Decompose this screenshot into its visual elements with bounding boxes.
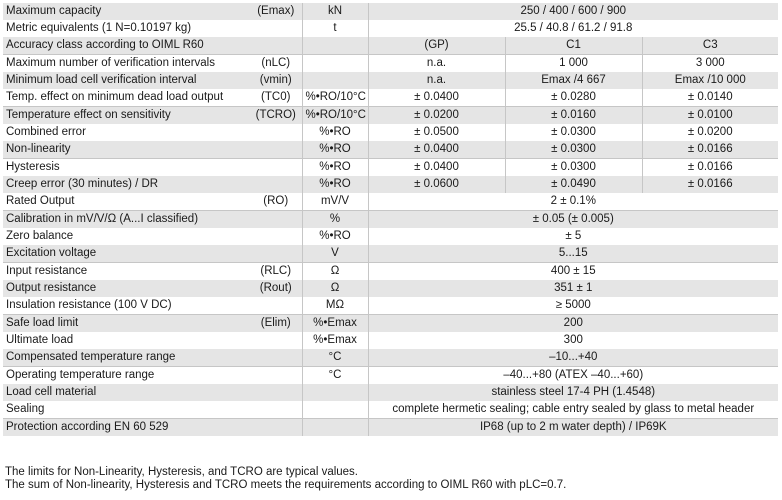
- value-gp: n.a.: [368, 55, 505, 73]
- spec-row: [3, 3, 778, 20]
- footnote-oiml-requirement: The sum of Non-linearity, Hysteresis and TCRO meets the requirements according to OIML R60 with pLC=0.7.: [5, 479, 567, 491]
- value-c3: ± 0.0100: [642, 107, 778, 125]
- spec-row: [3, 384, 778, 401]
- value-c3: ± 0.0200: [642, 124, 778, 141]
- spec-row: [3, 107, 778, 125]
- parameter-symbol: [250, 141, 302, 159]
- parameter-label: Operating temperature range: [3, 367, 250, 385]
- parameter-unit: MΩ: [302, 297, 368, 315]
- parameter-label: Compensated temperature range: [3, 349, 250, 367]
- value-all-classes: –40...+80 (ATEX –40...+60): [368, 367, 778, 385]
- parameter-symbol: (Elim): [250, 315, 302, 333]
- parameter-label: Zero balance: [3, 228, 250, 245]
- parameter-symbol: (vmin): [250, 72, 302, 89]
- parameter-label: Ultimate load: [3, 332, 250, 349]
- parameter-unit: °C: [302, 367, 368, 385]
- spec-row: [3, 20, 778, 37]
- parameter-label: Protection according EN 60 529: [3, 419, 250, 437]
- footnotes: [5, 466, 566, 492]
- value-c1: ± 0.0280: [505, 89, 642, 107]
- value-c3: C3: [642, 37, 778, 55]
- value-all-classes: 250 / 400 / 600 / 900: [368, 3, 778, 20]
- spec-table: [3, 3, 778, 436]
- value-c1: ± 0.0300: [505, 124, 642, 141]
- parameter-unit: [302, 72, 368, 89]
- value-c1: Emax /4 667: [505, 72, 642, 89]
- parameter-label: Accuracy class according to OIML R60: [3, 37, 250, 55]
- parameter-symbol: [250, 384, 302, 401]
- parameter-label: Maximum number of verification intervals: [3, 55, 250, 73]
- parameter-unit: Ω: [302, 263, 368, 281]
- parameter-label: Excitation voltage: [3, 245, 250, 263]
- spec-row: [3, 315, 778, 333]
- parameter-label: Minimum load cell verification interval: [3, 72, 250, 89]
- parameter-symbol: [250, 332, 302, 349]
- parameter-label: Load cell material: [3, 384, 250, 401]
- parameter-symbol: (TCRO): [250, 107, 302, 125]
- spec-row: [3, 245, 778, 263]
- parameter-unit: mV/V: [302, 193, 368, 211]
- spec-row: [3, 72, 778, 89]
- spec-row: [3, 141, 778, 159]
- parameter-symbol: [250, 159, 302, 177]
- value-c1: C1: [505, 37, 642, 55]
- value-all-classes: stainless steel 17-4 PH (1.4548): [368, 384, 778, 401]
- spec-row: [3, 193, 778, 211]
- parameter-label: Input resistance: [3, 263, 250, 281]
- parameter-unit: [302, 55, 368, 73]
- value-all-classes: 300: [368, 332, 778, 349]
- parameter-symbol: (RO): [250, 193, 302, 211]
- value-gp: ± 0.0600: [368, 176, 505, 193]
- parameter-unit: %•RO: [302, 228, 368, 245]
- value-all-classes: 200: [368, 315, 778, 333]
- parameter-symbol: [250, 401, 302, 419]
- parameter-unit: %: [302, 211, 368, 229]
- parameter-unit: Ω: [302, 280, 368, 297]
- spec-row: [3, 211, 778, 229]
- parameter-unit: °C: [302, 349, 368, 367]
- parameter-label: Hysteresis: [3, 159, 250, 177]
- parameter-label: Rated Output: [3, 193, 250, 211]
- value-all-classes: ± 5: [368, 228, 778, 245]
- parameter-label: Sealing: [3, 401, 250, 419]
- value-all-classes: ≥ 5000: [368, 297, 778, 315]
- parameter-unit: V: [302, 245, 368, 263]
- spec-row: [3, 159, 778, 177]
- parameter-label: Output resistance: [3, 280, 250, 297]
- value-gp: n.a.: [368, 72, 505, 89]
- value-gp: ± 0.0400: [368, 141, 505, 159]
- parameter-unit: %•RO: [302, 141, 368, 159]
- spec-row: [3, 89, 778, 107]
- value-all-classes: 5...15: [368, 245, 778, 263]
- parameter-unit: [302, 384, 368, 401]
- parameter-label: Creep error (30 minutes) / DR: [3, 176, 250, 193]
- value-c3: ± 0.0166: [642, 141, 778, 159]
- parameter-unit: [302, 401, 368, 419]
- parameter-unit: %•RO/10°C: [302, 89, 368, 107]
- spec-row: [3, 367, 778, 385]
- parameter-unit: %•RO: [302, 159, 368, 177]
- spec-row: [3, 297, 778, 315]
- value-all-classes: complete hermetic sealing; cable entry sealed by glass to metal header: [368, 401, 778, 419]
- parameter-unit: t: [302, 20, 368, 37]
- value-gp: ± 0.0400: [368, 89, 505, 107]
- parameter-symbol: [250, 245, 302, 263]
- parameter-unit: [302, 37, 368, 55]
- parameter-symbol: [250, 20, 302, 37]
- parameter-label: Safe load limit: [3, 315, 250, 333]
- value-c1: ± 0.0160: [505, 107, 642, 125]
- parameter-unit: %•RO: [302, 124, 368, 141]
- value-c1: ± 0.0490: [505, 176, 642, 193]
- spec-row: [3, 280, 778, 297]
- value-gp: (GP): [368, 37, 505, 55]
- value-all-classes: 25.5 / 40.8 / 61.2 / 91.8: [368, 20, 778, 37]
- value-all-classes: ± 0.05 (± 0.005): [368, 211, 778, 229]
- parameter-symbol: [250, 349, 302, 367]
- spec-row: [3, 37, 778, 55]
- value-c3: Emax /10 000: [642, 72, 778, 89]
- value-all-classes: –10...+40: [368, 349, 778, 367]
- parameter-unit: %•Emax: [302, 332, 368, 349]
- spec-row: [3, 263, 778, 281]
- parameter-label: Insulation resistance (100 V DC): [3, 297, 250, 315]
- value-c3: ± 0.0166: [642, 159, 778, 177]
- parameter-unit: %•RO: [302, 176, 368, 193]
- parameter-label: Temp. effect on minimum dead load output: [3, 89, 250, 107]
- value-all-classes: IP68 (up to 2 m water depth) / IP69K: [368, 419, 778, 437]
- parameter-symbol: [250, 176, 302, 193]
- parameter-label: Non-linearity: [3, 141, 250, 159]
- value-c1: ± 0.0300: [505, 141, 642, 159]
- parameter-symbol: [250, 297, 302, 315]
- spec-row: [3, 124, 778, 141]
- parameter-symbol: [250, 37, 302, 55]
- value-gp: ± 0.0500: [368, 124, 505, 141]
- parameter-label: Metric equivalents (1 N=0.10197 kg): [3, 20, 250, 37]
- value-all-classes: 2 ± 0.1%: [368, 193, 778, 211]
- spec-row: [3, 419, 778, 437]
- value-c3: ± 0.0166: [642, 176, 778, 193]
- parameter-label: Calibration in mV/V/Ω (A...I classified): [3, 211, 250, 229]
- spec-row: [3, 176, 778, 193]
- value-gp: ± 0.0400: [368, 159, 505, 177]
- parameter-symbol: (TC0): [250, 89, 302, 107]
- spec-row: [3, 349, 778, 367]
- value-gp: ± 0.0200: [368, 107, 505, 125]
- value-c1: 1 000: [505, 55, 642, 73]
- parameter-symbol: [250, 124, 302, 141]
- parameter-unit: %•RO/10°C: [302, 107, 368, 125]
- footnote-typical-values: The limits for Non-Linearity, Hysteresis, and TCRO are typical values.: [5, 466, 359, 478]
- parameter-symbol: [250, 228, 302, 245]
- value-c3: ± 0.0140: [642, 89, 778, 107]
- parameter-label: Combined error: [3, 124, 250, 141]
- value-c1: ± 0.0300: [505, 159, 642, 177]
- parameter-symbol: (RLC): [250, 263, 302, 281]
- spec-row: [3, 228, 778, 245]
- parameter-symbol: (Rout): [250, 280, 302, 297]
- spec-row: [3, 401, 778, 419]
- parameter-unit: %•Emax: [302, 315, 368, 333]
- parameter-symbol: [250, 367, 302, 385]
- value-all-classes: 351 ± 1: [368, 280, 778, 297]
- parameter-symbol: [250, 419, 302, 437]
- spec-row: [3, 332, 778, 349]
- parameter-symbol: (nLC): [250, 55, 302, 73]
- value-all-classes: 400 ± 15: [368, 263, 778, 281]
- parameter-unit: [302, 419, 368, 437]
- spec-row: [3, 55, 778, 73]
- value-c3: 3 000: [642, 55, 778, 73]
- parameter-symbol: (Emax): [250, 3, 302, 20]
- parameter-unit: kN: [302, 3, 368, 20]
- parameter-symbol: [250, 211, 302, 229]
- parameter-label: Maximum capacity: [3, 3, 250, 20]
- parameter-label: Temperature effect on sensitivity: [3, 107, 250, 125]
